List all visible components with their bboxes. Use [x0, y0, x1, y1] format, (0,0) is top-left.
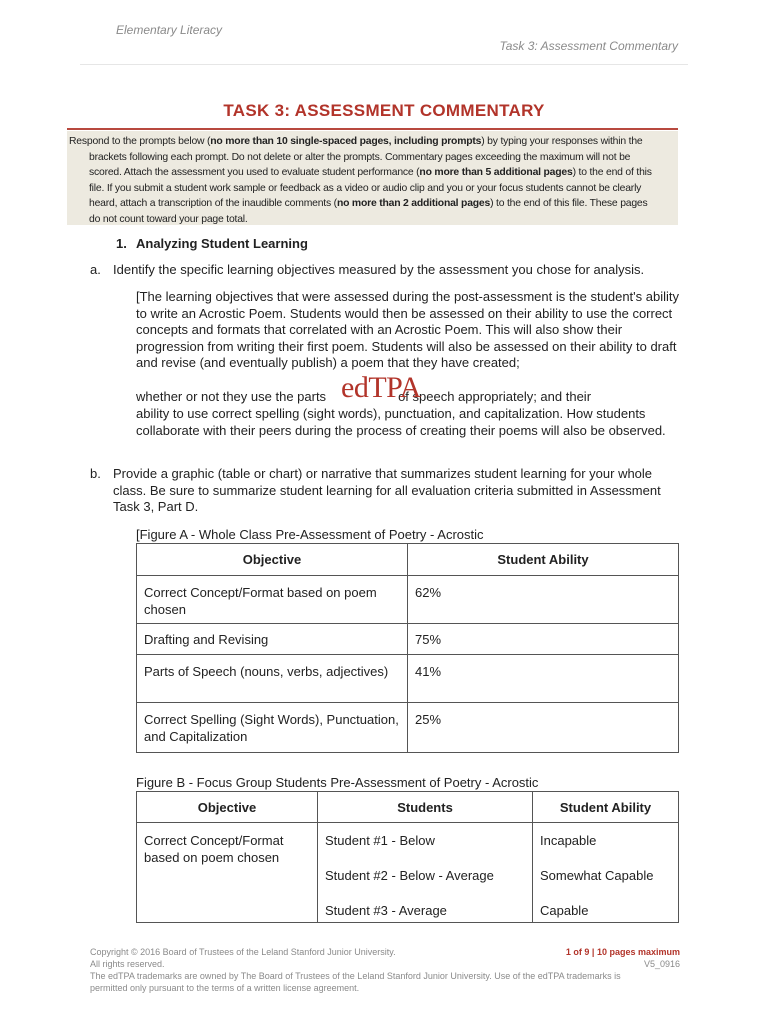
- table-cell: Correct Concept/Format based on poem chosen: [137, 576, 408, 624]
- table-cell: Correct Concept/Format based on poem chosen: [137, 823, 318, 923]
- footer-trademark-2: permitted only pursuant to the terms of a written license agreement.: [90, 983, 360, 993]
- table-header-row: [137, 544, 679, 576]
- student-entry: Student #2 - Below - Average: [325, 868, 494, 883]
- prompt-b-text: Provide a graphic (table or chart) or narrative that summarizes student learning for your whole class. Be sure to summarize student learning for all evaluation criteria submitted in Assessment Task 3, Part D.: [113, 466, 661, 514]
- table-row: [137, 624, 679, 655]
- instructions-line-4: file. If you submit a student work sample or feedback as a video or audio clip and you or your focus students cannot be clearly: [89, 182, 642, 194]
- page-title: TASK 3: ASSESSMENT COMMENTARY: [223, 101, 545, 120]
- header-subject: Elementary Literacy: [116, 23, 223, 37]
- table-cell: 41%: [408, 655, 679, 703]
- section-title: Analyzing Student Learning: [136, 236, 308, 251]
- table-cell: [318, 823, 533, 923]
- column-header: Student Ability: [408, 544, 679, 576]
- response-a-part3: ability to use correct spelling (sight words), punctuation, and capitalization. How students collaborate with their peers during the process of creating their poems will also be observed.: [136, 406, 666, 438]
- prompt-a-marker: a.: [90, 262, 101, 277]
- instructions-line-6: do not count toward your page total.: [89, 213, 248, 225]
- instructions-line-1: Respond to the prompts below (no more than 10 single-spaced pages, including prompts) by typing your responses within the: [69, 136, 643, 147]
- page-count: 1 of 9 | 10 pages maximum: [565, 947, 680, 957]
- table-cell: 25%: [408, 703, 679, 753]
- title-divider: [67, 128, 678, 130]
- figure-a-caption: [Figure A - Whole Class Pre-Assessment of Poetry - Acrostic: [136, 527, 484, 542]
- header-task: Task 3: Assessment Commentary: [499, 39, 678, 53]
- table-row: [137, 703, 679, 753]
- response-a-part1: [The learning objectives that were assessed during the post-assessment is the student's ability to write an Acrostic Poem. Students would then be assessed on their ability to use the correct concepts and formats that correlated with an Acrostic Poem. This will also show their progression from writing their first poem. Students will also be assessed on their ability to draft and revise (and eventually publish) a poem that they have created;: [136, 289, 679, 370]
- section-number: 1.: [116, 236, 127, 251]
- ability-entry: Somewhat Capable: [540, 868, 654, 883]
- student-entry: Student #1 - Below: [325, 833, 435, 848]
- column-header: Objective: [137, 792, 318, 823]
- table-row: [137, 823, 679, 923]
- column-header: Objective: [137, 544, 408, 576]
- prompt-a-text: Identify the specific learning objectives measured by the assessment you chose for analysis.: [113, 262, 645, 277]
- student-entry: Student #3 - Average: [325, 903, 447, 918]
- table-cell: [533, 823, 679, 923]
- instructions-box: [67, 131, 678, 225]
- instructions-line-3: scored. Attach the assessment you used to evaluate student performance (no more than 5 additional pages) to the end of this: [89, 167, 652, 179]
- header-divider: [80, 64, 688, 65]
- page-footer: [90, 946, 680, 994]
- column-header: Student Ability: [533, 792, 679, 823]
- table-cell: Parts of Speech (nouns, verbs, adjectives): [137, 655, 408, 703]
- column-header: Students: [318, 792, 533, 823]
- response-a-part2a: whether or not they use the parts: [136, 389, 327, 404]
- instructions-line-5: heard, attach a transcription of the inaudible comments (no more than 2 additional pages) to the end of this file. These pages: [89, 198, 648, 210]
- footer-copyright: Copyright © 2016 Board of Trustees of the Leland Stanford Junior University.: [90, 947, 396, 957]
- figure-a-table: [136, 543, 679, 753]
- footer-trademark-1: The edTPA trademarks are owned by The Board of Trustees of the Leland Stanford Junior University. Use of the edTPA trademarks is: [90, 971, 621, 981]
- footer-rights: All rights reserved.: [90, 959, 165, 969]
- table-row: [137, 655, 679, 703]
- table-cell: 75%: [408, 624, 679, 655]
- instructions-line-2: brackets following each prompt. Do not delete or alter the prompts. Commentary pages exceeding the maximum will not be: [89, 151, 631, 163]
- prompt-b-marker: b.: [90, 466, 101, 481]
- section-heading: [116, 236, 308, 251]
- response-a-part2b: of speech appropriately; and their: [398, 389, 592, 404]
- table-row: [137, 576, 679, 624]
- ability-entry: Capable: [540, 903, 589, 918]
- table-cell: Drafting and Revising: [137, 624, 408, 655]
- table-header-row: [137, 792, 679, 823]
- table-cell: 62%: [408, 576, 679, 624]
- figure-b-caption: Figure B - Focus Group Students Pre-Assessment of Poetry - Acrostic: [136, 775, 539, 790]
- version-label: V5_0916: [643, 959, 680, 969]
- footer-right: [566, 946, 680, 970]
- ability-entry: Incapable: [540, 833, 597, 848]
- figure-b-table: [136, 791, 679, 923]
- edtpa-logo: edTPA: [341, 371, 421, 404]
- table-cell: Correct Spelling (Sight Words), Punctuation, and Capitalization: [137, 703, 408, 753]
